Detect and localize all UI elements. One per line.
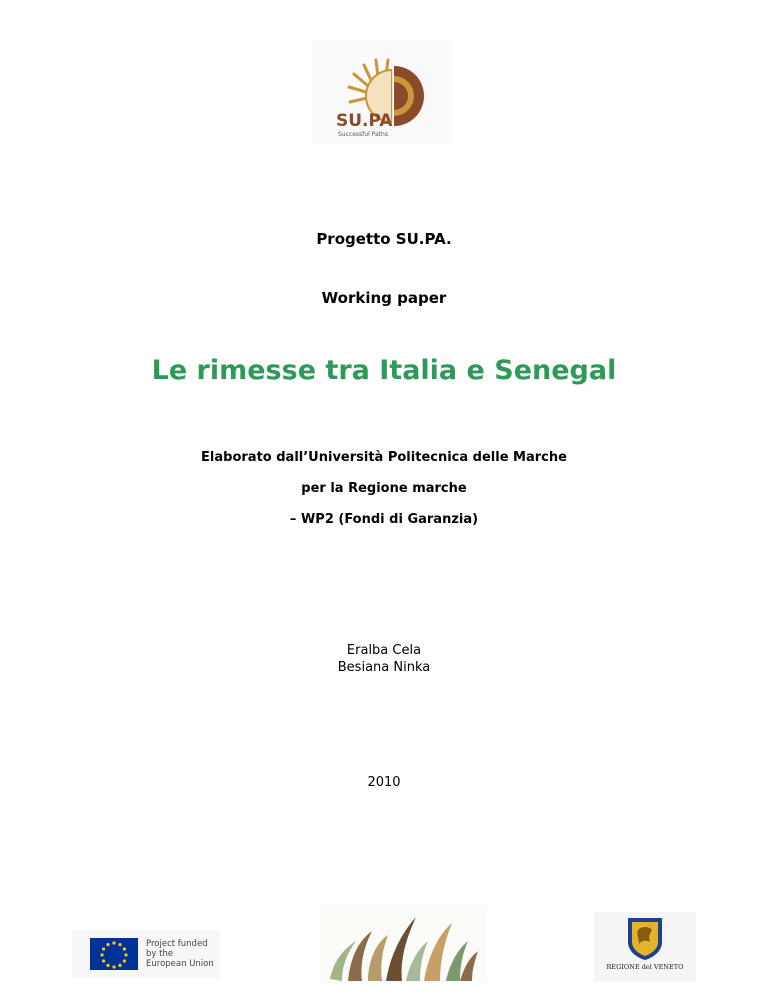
grass-icon [320,905,486,983]
lion-shield-icon [594,912,696,964]
doc-type: Working paper [321,289,447,307]
author-2: Besiana Ninka [337,660,431,675]
grass-artwork [320,905,486,983]
meta-line-3: – WP2 (Fondi di Garanzia) [289,512,479,527]
logo-name: SU.PA. [336,111,400,131]
regione-veneto-logo [594,912,696,982]
regione-veneto-label: REGIONE del VENETO [606,963,684,971]
supa-logo [312,40,452,144]
author-1: Eralba Cela [346,643,422,658]
sun-icon [312,40,452,144]
project-line: Progetto SU.PA. [316,230,452,248]
page-title: Le rimesse tra Italia e Senegal [151,355,617,386]
meta-line-2: per la Regione marche [301,481,467,496]
logo-tagline: Successful Paths [338,131,388,138]
year: 2010 [367,775,401,790]
eu-funding-text: Project funded by the European Union [146,939,214,969]
meta-line-1: Elaborato dall’Università Politecnica delle Marche [201,450,567,465]
